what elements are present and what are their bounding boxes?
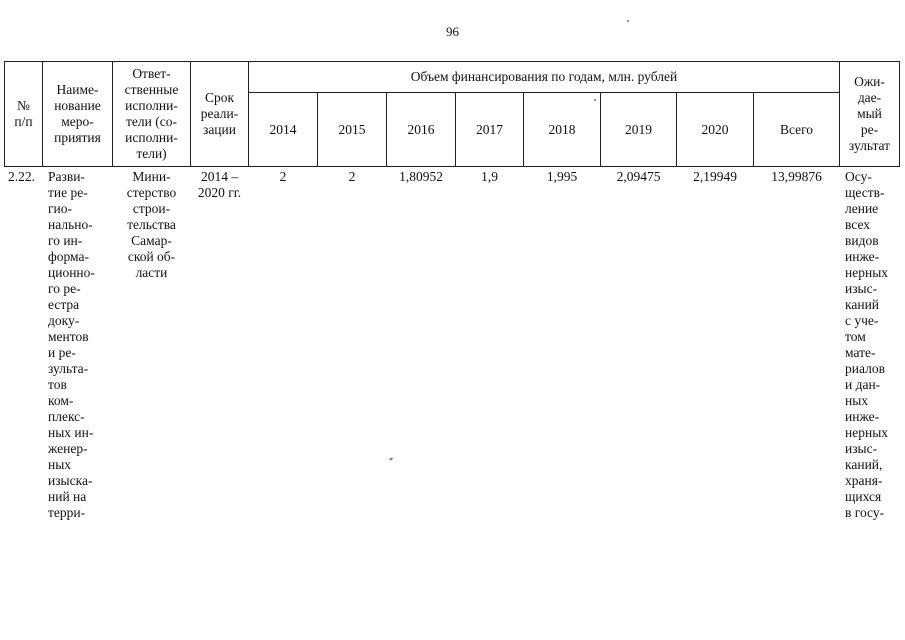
row-value-2014: 2 <box>279 169 287 184</box>
header-year-2014: 2014 <box>269 121 297 137</box>
header-funding: Объем финансирования по годам, млн. рублей <box>410 69 678 84</box>
row-value-2015: 2 <box>348 169 356 184</box>
row-result: Осу- ществ- ление всех видов инже- нерных изыс- каний с уче- том мате- риалов и дан- ных инже- нерных изыс- каний, храня- щихся в госу- <box>845 169 889 520</box>
header-year-2015: 2015 <box>338 121 366 137</box>
header-bottom-line <box>4 166 900 167</box>
row-value-2020: 2,19949 <box>693 169 737 184</box>
scan-speck <box>594 99 596 101</box>
header-year-2018: 2018 <box>548 121 576 137</box>
row-term: 2014 – 2020 гг. <box>197 169 242 200</box>
row-number: 2.22. <box>8 169 35 184</box>
col-border-13 <box>899 61 900 167</box>
header-year-2020: 2020 <box>701 121 729 137</box>
header-name: Наиме- нование меро- приятия <box>54 82 101 145</box>
header-number: № п/п <box>14 98 33 129</box>
header-result: Ожи- дае- мый ре- зультат <box>848 74 891 153</box>
header-year-2019: 2019 <box>625 121 652 137</box>
row-value-2016: 1,80952 <box>399 169 443 184</box>
header-total: Всего <box>779 121 814 137</box>
row-value-2017: 1,9 <box>481 169 498 184</box>
row-name: Разви- тие ре- гио- нально- го ин- форма- ционно- го ре- естра доку- ментов и ре- зульта- тов ком- плекс- ных ин- женер- ных изыска- ний на терри- <box>48 169 95 520</box>
header-year-2017: 2017 <box>476 121 503 137</box>
header-responsible: Ответ- ственные исполни- тели (со- исполни- тели) <box>124 66 179 161</box>
row-value-2018: 1,995 <box>546 169 578 184</box>
row-responsible: Мини- стерство строи- тельства Самар- ской об- ласти <box>126 169 177 280</box>
scan-speck <box>627 20 629 22</box>
page-number: 96 <box>446 24 459 39</box>
header-term: Срок реали- зации <box>200 90 239 137</box>
header-year-2016: 2016 <box>407 121 435 137</box>
row-value-2019: 2,09475 <box>616 169 661 184</box>
row-total: 13,99876 <box>771 169 822 184</box>
